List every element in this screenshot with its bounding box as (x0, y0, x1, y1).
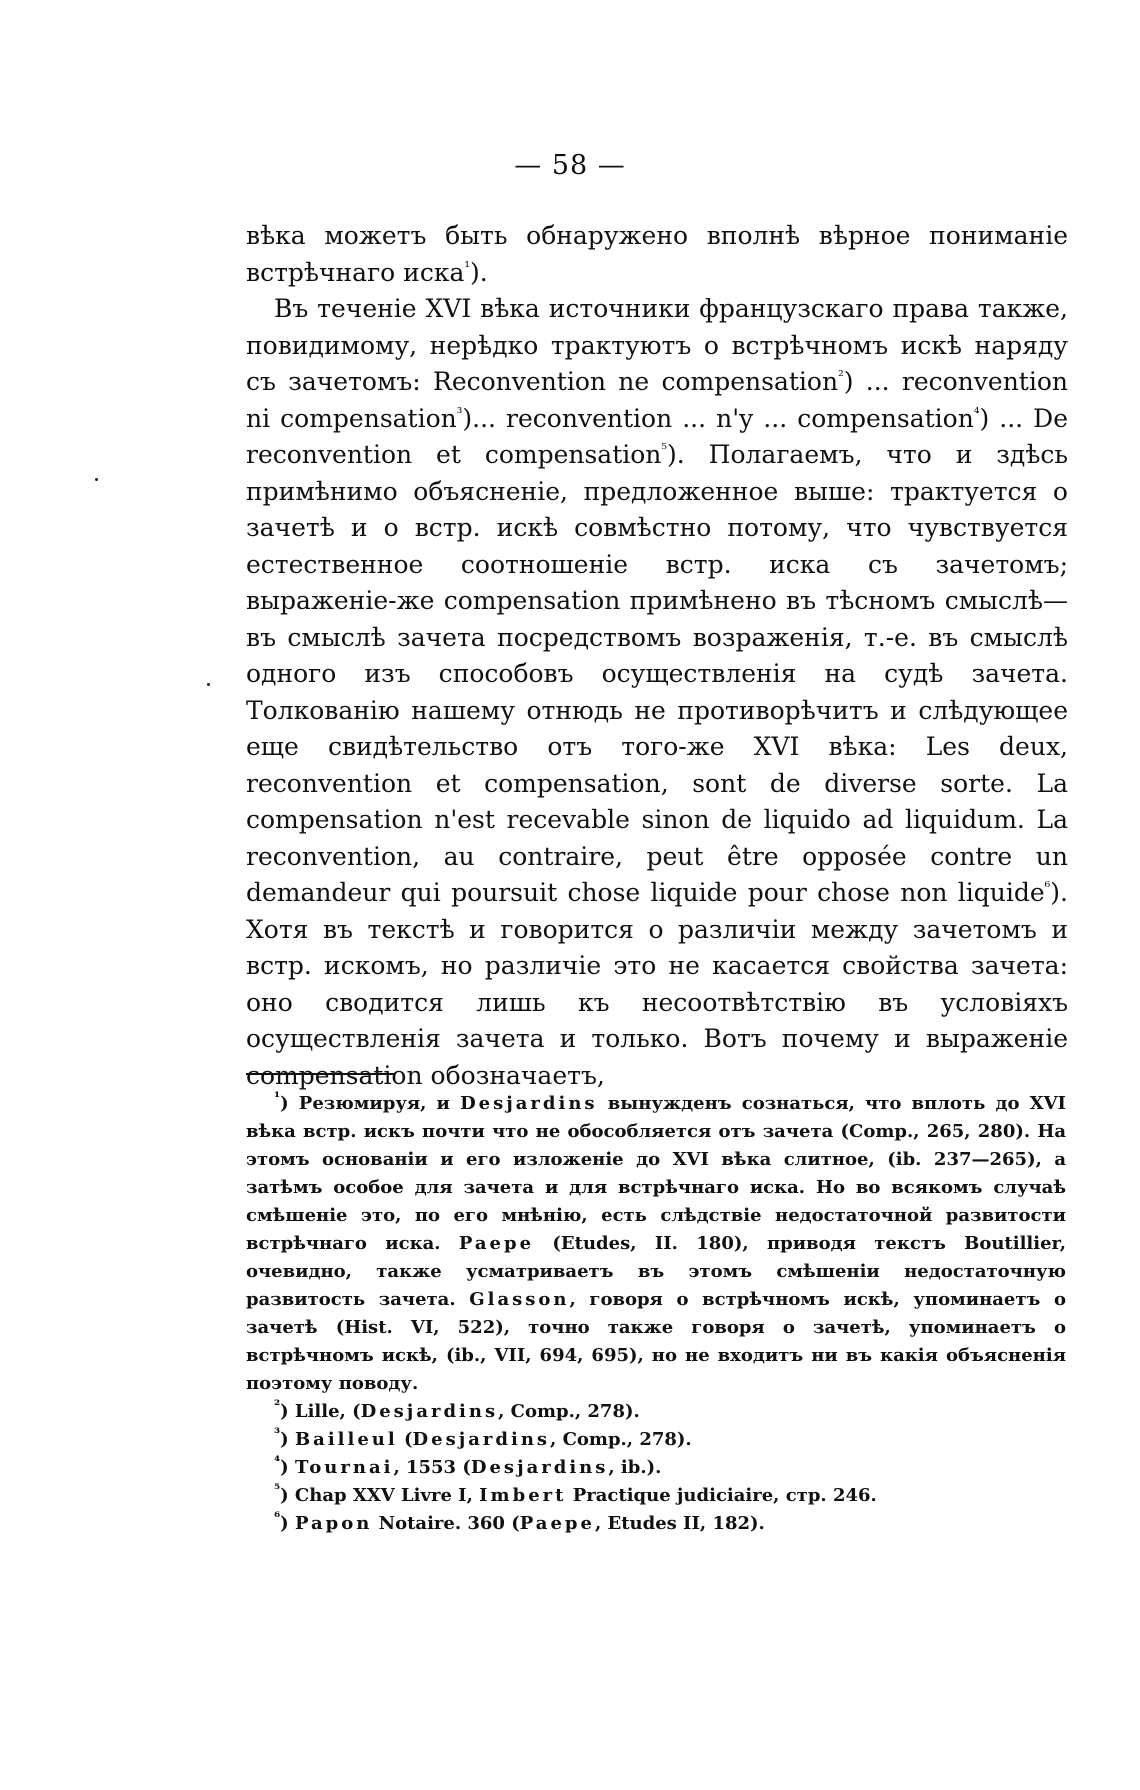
footnote-3-text-c: , Comp., 278). (550, 1429, 692, 1450)
footnote-1-text-b: вынужденъ сознаться, что вплоть до XVI вѣка встр. искъ почти что не обособляется отъ зачета (Comp., 265, 280). На этомъ основаніи и его изложеніе до XVI вѣка слитное, (ib. 237—265), а затѣмъ особое для зачета и для встрѣчнаго иска. Но во всякомъ случаѣ смѣшеніе это, по его мнѣнію, есть слѣдствіе недостаточной развитости встрѣчнаго иска. (246, 1093, 1066, 1254)
place-tournai: Tournai (294, 1457, 394, 1478)
author-glasson: Glasson (469, 1289, 570, 1310)
paragraph-2-text-b: ) ... reconvention ni compensation (246, 367, 1068, 433)
paragraph-2-text-a: Въ теченіе XVI вѣка источники французскаго права также, повидимому, нерѣдко трактуютъ о встрѣчномъ искѣ наряду съ зачетомъ: Reconvention ne compensation (246, 294, 1068, 396)
author-papon: Papon (294, 1513, 373, 1534)
footnote-3-text-b: ( (404, 1429, 413, 1450)
footnote-ref-4: ⁴ (973, 405, 980, 422)
body-text (246, 218, 1068, 1094)
author-desjardins: Desjardins (470, 1457, 609, 1478)
footnote-6-text-b: Notaire. 360 ( (378, 1513, 520, 1534)
footnote-1-mark: ¹ (274, 1090, 281, 1106)
footnote-2-text-a: ) Lille, ( (280, 1401, 361, 1422)
footnote-4-text-a: ) (280, 1457, 289, 1478)
footnote-divider (246, 1073, 394, 1075)
footnote-ref-2: ² (838, 368, 844, 385)
paragraph-1 (246, 218, 1068, 291)
footnote-1-text-c: (Etudes, II. 180), приводя текстъ Boutillier, очевидно, также усматриваетъ въ этомъ смѣшеніи недостаточную развитость зачета. (246, 1233, 1066, 1310)
footnote-4-text-c: , ib.). (608, 1457, 662, 1478)
paragraph-2-text-c: )... reconvention ... n'y ... compensation (462, 403, 974, 433)
author-desjardins: Desjardins (460, 1093, 598, 1114)
footnote-5 (246, 1482, 1066, 1510)
footnote-4 (246, 1454, 1066, 1482)
footnotes (246, 1090, 1066, 1538)
page-number: — 58 — (514, 150, 626, 181)
footnote-4-mark: ⁴ (274, 1454, 281, 1470)
footnote-3-text-a: ) (280, 1429, 289, 1450)
author-paepe: Paepe (519, 1513, 595, 1534)
footnote-6 (246, 1510, 1066, 1538)
paragraph-2-text-d: ) ... De reconvention et compensation (246, 403, 1069, 469)
footnote-5-text-a: ) Chap XXV Livre I, (280, 1485, 473, 1506)
paragraph-2 (246, 291, 1068, 1094)
place-bailleul: Bailleul (294, 1429, 398, 1450)
footnote-1-text-d: , говоря о встрѣчномъ искѣ, упоминаетъ о зачетѣ (Hist. VI, 522), точно также говоря о зачетѣ, упоминаетъ о встрѣчномъ искѣ, (ib., VII, 694, 695), но не входитъ ни въ какія объясненія поэтому поводу. (246, 1289, 1066, 1394)
author-imbert: Imbert (479, 1485, 567, 1506)
paragraph-2-text-e: ). Полагаемъ, что и здѣсь примѣнимо объясненіе, предложенное выше: трактуется о зачетѣ и о встр. искѣ совмѣстно потому, что чувствуется естественное соотношеніе встр. иска съ зачетомъ; выраженіе-же compensation примѣнено въ тѣсномъ смыслѣ—въ смыслѣ зачета посредствомъ возраженія, т.-е. въ смыслѣ одного изъ способовъ осуществленія на судѣ зачета. Толкованію нашему отнюдь не противорѣчитъ и слѣдующее еще свидѣтельство отъ того-же XVI вѣка: Les deux, reconvention et compensation, sont de diverse sorte. La compensation n'est recevable sinon de liquido ad liquidum. La reconvention, au contraire, peut être opposée contre un demandeur qui poursuit chose liquide pour chose non liquide (246, 440, 1069, 907)
footnote-1-text-a: ) Резюмируя, и (280, 1093, 450, 1114)
footnote-6-mark: ⁶ (274, 1510, 281, 1526)
footnote-ref-1: ¹ (464, 259, 470, 276)
scan-speck (95, 478, 98, 481)
author-paepe: Paepe (458, 1233, 535, 1254)
footnote-2-text-b: , Comp., 278). (498, 1401, 640, 1422)
footnote-3 (246, 1426, 1066, 1454)
paragraph-2-text-f: ). Хотя въ текстѣ и говорится о различіи между зачетомъ и встр. искомъ, но различіе это не касается свойства зачета: оно сводится лишь къ несоотвѣтствію въ условіяхъ осуществленія зачета и только. Вотъ почему и выраженіе compensation обозначаетъ, (246, 878, 1068, 1090)
footnote-2-mark: ² (274, 1398, 281, 1414)
footnote-4-text-b: , 1553 ( (393, 1457, 471, 1478)
footnote-6-text-a: ) (280, 1513, 289, 1534)
scan-speck (207, 683, 210, 686)
footnote-5-mark: ⁵ (274, 1482, 281, 1498)
footnote-ref-6: ⁶ (1044, 879, 1051, 896)
footnote-ref-5: ⁵ (661, 441, 668, 458)
footnote-1 (246, 1090, 1066, 1398)
author-desjardins: Desjardins (412, 1429, 551, 1450)
paragraph-1-text: вѣка можетъ быть обнаружено вполнѣ вѣрное пониманіе встрѣчнаго иска (246, 221, 1068, 287)
paragraph-1-end: ). (470, 257, 488, 287)
footnote-3-mark: ³ (274, 1426, 281, 1442)
footnote-ref-3: ³ (456, 405, 463, 422)
author-desjardins: Desjardins (360, 1401, 499, 1422)
footnote-5-text-b: Practique judiciaire, стр. 246. (572, 1485, 877, 1506)
footnote-2 (246, 1398, 1066, 1426)
footnote-6-text-c: , Etudes II, 182). (594, 1513, 765, 1534)
